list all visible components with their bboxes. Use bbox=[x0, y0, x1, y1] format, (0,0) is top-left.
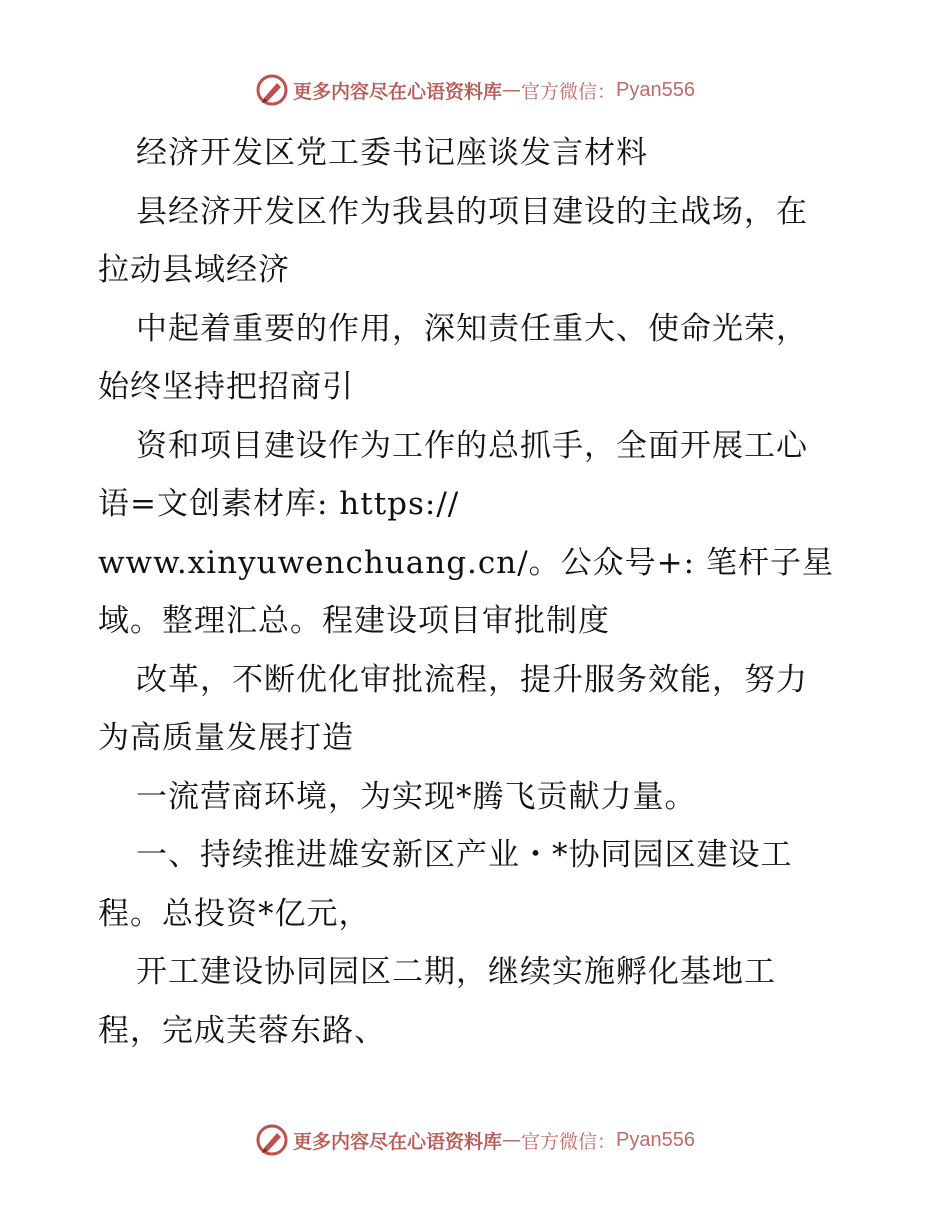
paragraph-line: 一流营商环境，为实现*腾飞贡献力量。 bbox=[136, 778, 697, 815]
document-body bbox=[98, 124, 858, 1060]
document-title: 经济开发区党工委书记座谈发言材料 bbox=[136, 135, 648, 171]
wechat-label: 官方微信： bbox=[521, 80, 617, 103]
paragraph-line: 语=文创素材库: https:// bbox=[98, 486, 460, 522]
paragraph-line: 改革，不断优化审批流程，提升服务效能，努力 bbox=[136, 661, 808, 698]
paragraph-line: 中起着重要的作用，深知责任重大、使命光荣， bbox=[136, 310, 808, 347]
paragraph-line: 程。总投资*亿元， bbox=[98, 895, 371, 932]
paragraph-line: 资和项目建设作为工作的总抓手，全面开展工心 bbox=[136, 427, 808, 464]
banner-dash: — bbox=[502, 79, 522, 101]
header-banner bbox=[0, 72, 950, 108]
banner-text: 更多内容尽在心语资料库 bbox=[293, 1130, 503, 1153]
paragraph-line: 开工建设协同园区二期，继续实施孵化基地工 bbox=[136, 954, 776, 990]
pen-logo-icon bbox=[255, 1123, 289, 1157]
wechat-id: Pyan556 bbox=[616, 78, 695, 101]
banner-dash: — bbox=[502, 1129, 522, 1151]
paragraph-line: 程，完成芙蓉东路、 bbox=[98, 1012, 386, 1049]
paragraph-line: 始终坚持把招商引 bbox=[98, 369, 354, 405]
paragraph-line: 拉动县域经济 bbox=[98, 252, 290, 288]
banner-text: 更多内容尽在心语资料库 bbox=[293, 80, 503, 103]
paragraph-line: 域。整理汇总。程建设项目审批制度 bbox=[98, 603, 610, 639]
pen-logo-icon bbox=[255, 73, 289, 107]
paragraph-line: 一、持续推进雄安新区产业・*协同园区建设工 bbox=[136, 837, 793, 873]
paragraph-line: www.xinyuwenchuang.cn/。公众号+: 笔杆子星 bbox=[98, 544, 834, 581]
paragraph-line: 为高质量发展打造 bbox=[98, 720, 354, 756]
wechat-label: 官方微信： bbox=[521, 1130, 617, 1153]
paragraph-line: 县经济开发区作为我县的项目建设的主战场，在 bbox=[136, 193, 808, 230]
wechat-id: Pyan556 bbox=[616, 1128, 695, 1151]
footer-banner bbox=[0, 1122, 950, 1158]
